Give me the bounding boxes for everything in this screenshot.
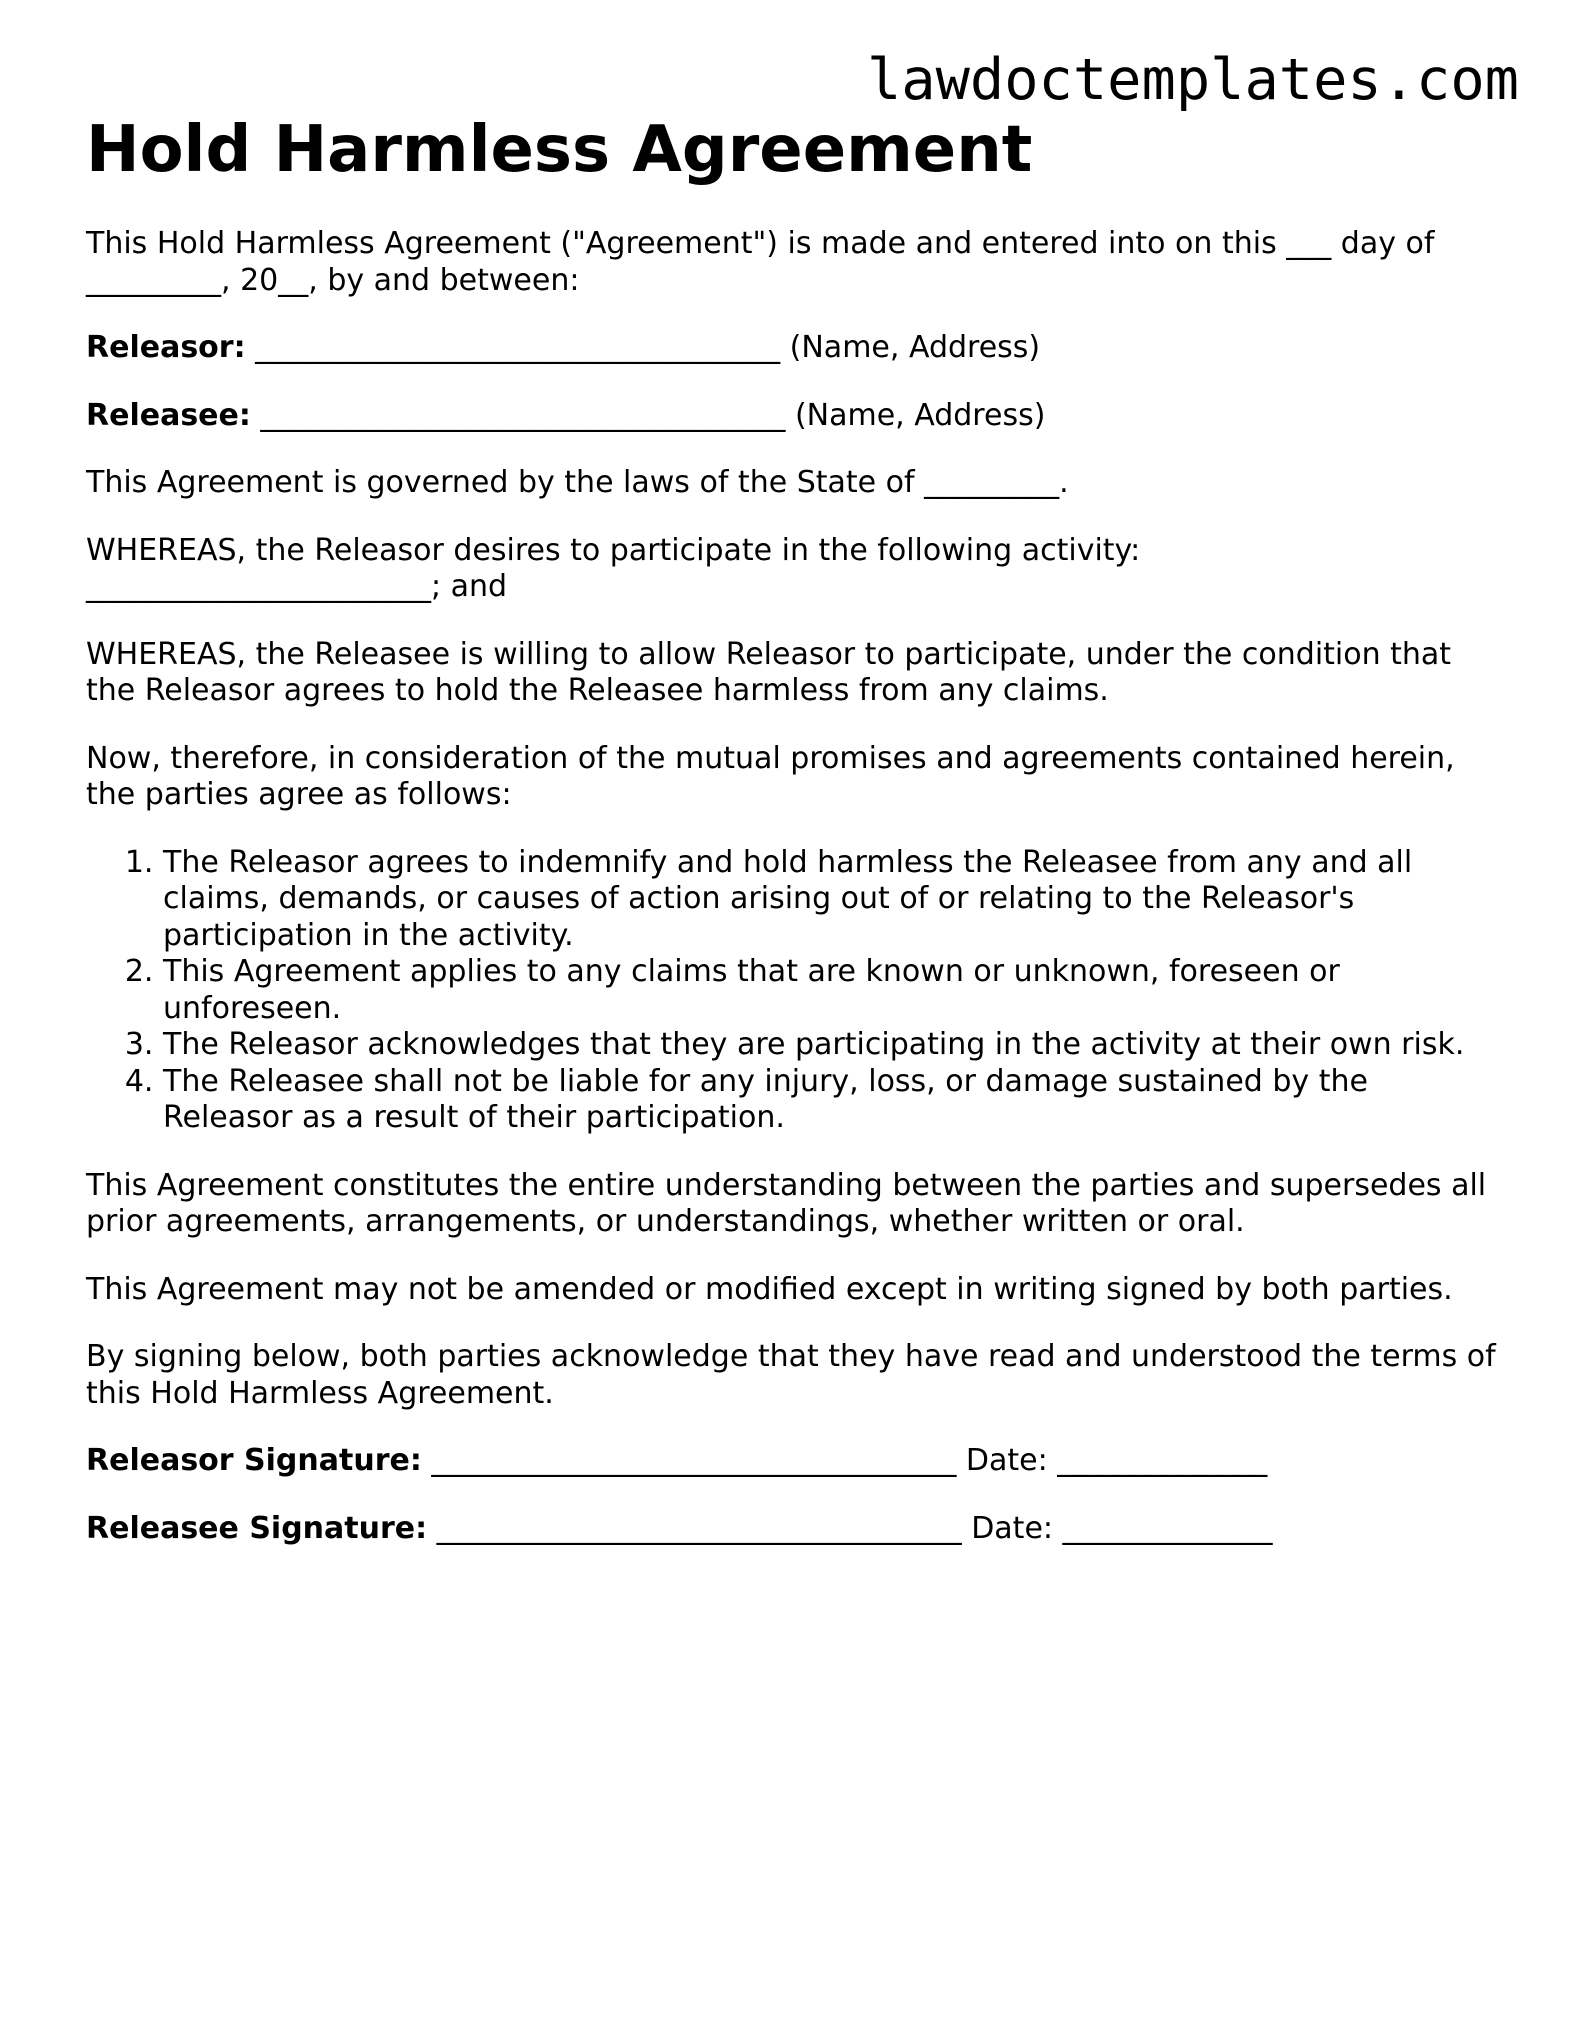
releasee-label: Releasee: <box>86 397 251 433</box>
document-title: Hold Harmless Agreement <box>86 113 1033 187</box>
term-item: 4. The Releasee shall not be liable for any injury, loss, or damage sustained by the Releasor as a result of their participation. <box>163 1064 1496 1137</box>
releasor-signature-blank: ___________________________________ Date: ______________ <box>421 1443 1268 1478</box>
releasee-blank: ___________________________________ (Name, Address) <box>250 397 1046 433</box>
releasor-signature-field <box>86 1443 1496 1480</box>
governing-law-paragraph: This Agreement is governed by the laws of the State of _________. <box>86 465 1069 500</box>
amendment-paragraph: This Agreement may not be amended or modified except in writing signed by both parties. <box>86 1271 1453 1307</box>
acknowledgment-paragraph: By signing below, both parties acknowledge that they have read and understood the terms of this Hold Harmless Agreement. <box>86 1339 1496 1411</box>
releasor-label: Releasor: <box>86 330 246 365</box>
releasee-field <box>86 398 1496 435</box>
site-watermark: lawdoctemplates.com <box>866 47 1519 113</box>
whereas-activity-paragraph: WHEREAS, the Releasor desires to participate in the following activity: _______________________; and <box>86 532 1141 604</box>
term-item: 1. The Releasor agrees to indemnify and hold harmless the Releasee from any and all claims, demands, or causes of action arising out of or relating to the Releasor's participation in the activity. <box>163 845 1496 955</box>
releasee-signature-label: Releasee Signature: <box>86 1510 428 1546</box>
releasor-field <box>86 330 1496 367</box>
consideration-paragraph: Now, therefore, in consideration of the mutual promises and agreements contained herein, the parties agree as follows: <box>86 740 1455 812</box>
term-item: 2. This Agreement applies to any claims that are known or unknown, foreseen or unforeseen. <box>163 954 1496 1027</box>
whereas-condition-paragraph: WHEREAS, the Releasee is willing to allow Releasor to participate, under the condition that the Releasor agrees to hold the Releasee harmless from any claims. <box>86 636 1452 708</box>
intro-paragraph: This Hold Harmless Agreement ("Agreement") is made and entered into on this ___ day of _________, 20__, by and between: <box>86 226 1435 298</box>
releasee-signature-field <box>86 1511 1496 1548</box>
term-item: 3. The Releasor acknowledges that they are participating in the activity at their own risk. <box>163 1027 1496 1064</box>
releasee-signature-blank: ___________________________________ Date: ______________ <box>427 1510 1273 1546</box>
entire-agreement-paragraph: This Agreement constitutes the entire understanding between the parties and supersedes all prior agreements, arrangements, or understandings, whether written or oral. <box>86 1167 1487 1239</box>
releasor-blank: ___________________________________ (Name, Address) <box>245 330 1041 365</box>
releasor-signature-label: Releasor Signature: <box>86 1443 422 1478</box>
terms-list <box>86 845 1496 1137</box>
agreement-document <box>86 112 1496 1547</box>
